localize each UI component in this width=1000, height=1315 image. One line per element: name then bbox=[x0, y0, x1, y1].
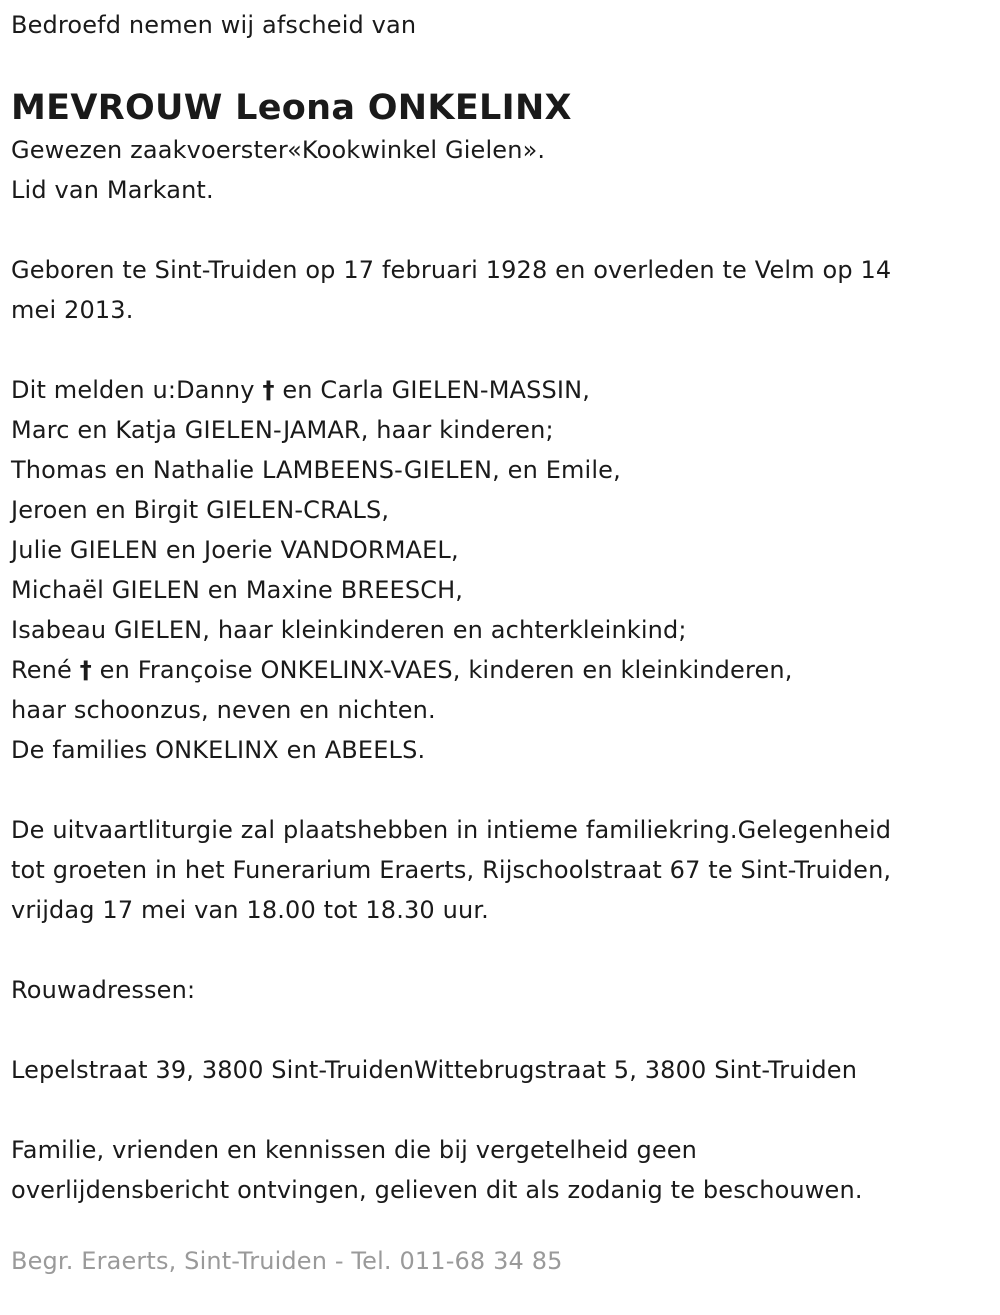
announcer-line-7: Isabeau GIELEN, haar kleinkinderen en achterkleinkind; bbox=[11, 616, 687, 644]
announcer-line-5: Julie GIELEN en Joerie VANDORMAEL, bbox=[11, 536, 459, 564]
mourning-addresses: Lepelstraat 39, 3800 Sint-TruidenWittebrugstraat 5, 3800 Sint-Truiden bbox=[11, 1056, 858, 1084]
announcer-line-1-start: Dit melden u:Danny bbox=[11, 376, 263, 404]
cross-icon: † bbox=[262, 376, 275, 404]
announcer-line-1 bbox=[11, 370, 1000, 410]
funeral-home-footer: Begr. Eraerts, Sint-Truiden - Tel. 011-68 34 85 bbox=[11, 1247, 563, 1275]
announcer-line-8 bbox=[11, 650, 1000, 690]
funeral-line-1: De uitvaartliturgie zal plaatshebben in intieme familiekring.Gelegenheid bbox=[11, 816, 892, 844]
spacer bbox=[11, 1010, 1000, 1050]
announcer-line-8-end: en Françoise ONKELINX-VAES, kinderen en kleinkinderen, bbox=[91, 656, 793, 684]
announcer-line-2: Marc en Katja GIELEN-JAMAR, haar kinderen; bbox=[11, 416, 554, 444]
announcer-line-10: De families ONKELINX en ABEELS. bbox=[11, 736, 426, 764]
spacer bbox=[11, 770, 1000, 810]
announcer-line-1-end: en Carla GIELEN-MASSIN, bbox=[274, 376, 591, 404]
funeral-line-3: vrijdag 17 mei van 18.00 tot 18.30 uur. bbox=[11, 896, 489, 924]
spacer bbox=[11, 330, 1000, 370]
spacer bbox=[11, 210, 1000, 250]
obituary-notice bbox=[0, 5, 1000, 1315]
membership-text: Lid van Markant. bbox=[11, 176, 214, 204]
mourning-addresses-label: Rouwadressen: bbox=[11, 976, 196, 1004]
deceased-name: MEVROUW Leona ONKELINX bbox=[11, 88, 572, 128]
closing-line-2: overlijdensbericht ontvingen, gelieven dit als zodanig te beschouwen. bbox=[11, 1176, 863, 1204]
occupation-text: Gewezen zaakvoerster«Kookwinkel Gielen». bbox=[11, 136, 546, 164]
announcer-line-6: Michaël GIELEN en Maxine BREESCH, bbox=[11, 576, 464, 604]
announcer-line-8-start: René bbox=[11, 656, 80, 684]
closing-line-1: Familie, vrienden en kennissen die bij vergetelheid geen bbox=[11, 1136, 698, 1164]
spacer bbox=[11, 930, 1000, 970]
announcer-line-9: haar schoonzus, neven en nichten. bbox=[11, 696, 436, 724]
birth-death-line-1: Geboren te Sint-Truiden op 17 februari 1928 en overleden te Velm op 14 bbox=[11, 256, 892, 284]
birth-death-line-2: mei 2013. bbox=[11, 296, 134, 324]
announcer-line-4: Jeroen en Birgit GIELEN-CRALS, bbox=[11, 496, 390, 524]
announcer-line-3: Thomas en Nathalie LAMBEENS-GIELEN, en Emile, bbox=[11, 456, 621, 484]
intro-text: Bedroefd nemen wij afscheid van bbox=[11, 11, 417, 39]
spacer bbox=[11, 1090, 1000, 1130]
funeral-line-2: tot groeten in het Funerarium Eraerts, Rijschoolstraat 67 te Sint-Truiden, bbox=[11, 856, 892, 884]
cross-icon: † bbox=[79, 656, 92, 684]
